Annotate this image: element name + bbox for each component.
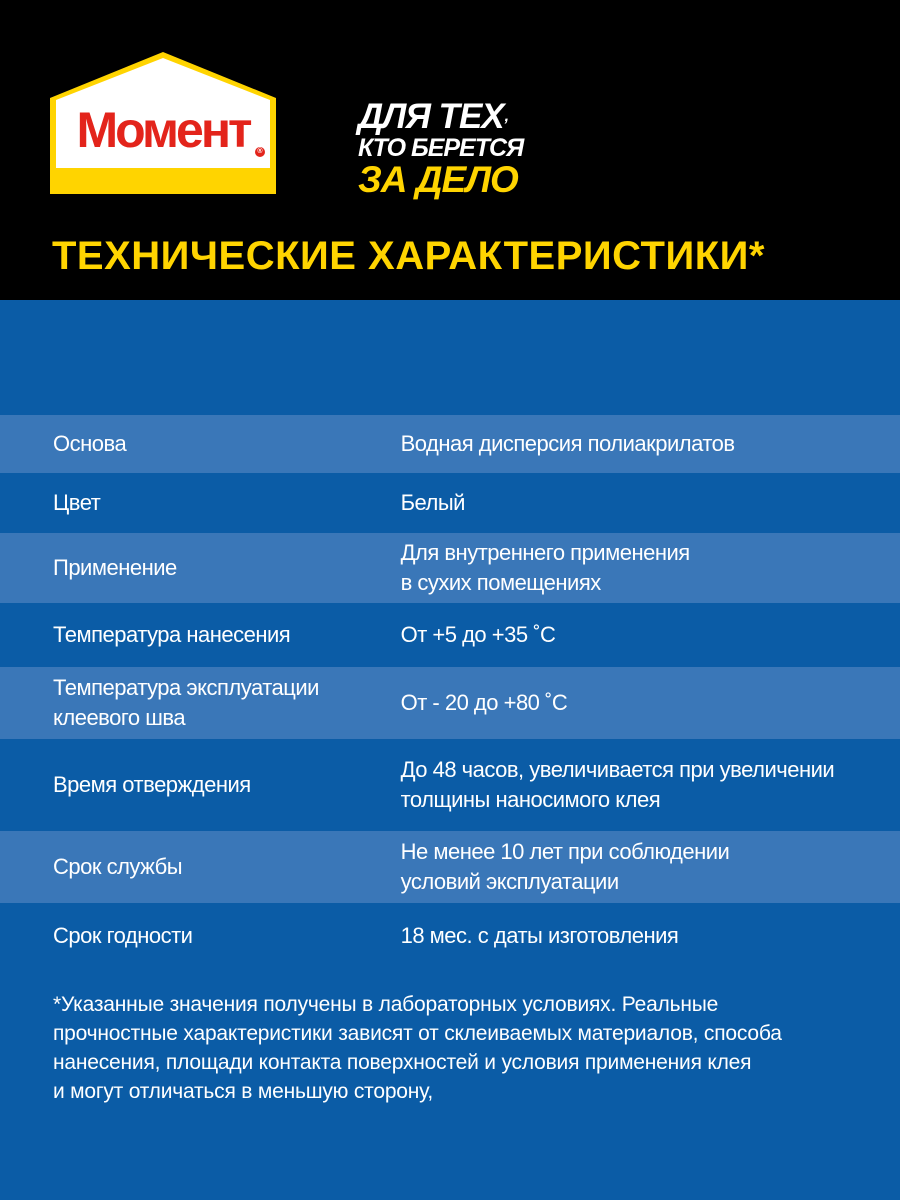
spec-row-shelf-life (0, 903, 900, 969)
footnote-line: прочностные характеристики зависят от склеиваемых материалов, способа (53, 1022, 782, 1045)
page-title: ТЕХНИЧЕСКИЕ ХАРАКТЕРИСТИКИ* (52, 234, 765, 278)
slogan (358, 97, 558, 200)
spec-value: От - 20 до +80 ˚С (400, 690, 568, 715)
slogan-line-3: ЗА ДЕЛО (358, 159, 518, 200)
slogan-line-2: КТО БЕРЕТСЯ (358, 134, 524, 162)
spec-label: Применение (53, 555, 177, 580)
spec-row-base (0, 415, 900, 473)
spec-label: Цвет (53, 490, 101, 515)
spec-value: 18 мес. с даты изготовления (400, 923, 679, 948)
moment-logo (50, 52, 276, 194)
spec-row-service-life (0, 831, 900, 903)
footnote-line: *Указанные значения получены в лабораторных условиях. Реальные (53, 993, 719, 1016)
spec-label: Время отверждения (53, 772, 251, 797)
spec-row-application-temp (0, 603, 900, 667)
spec-value: Водная дисперсия полиакрилатов (400, 431, 735, 456)
footnote-line: и могут отличаться в меньшую сторону, (53, 1080, 434, 1103)
spec-row-application (0, 533, 900, 603)
footnote-line: нанесения, площади контакта поверхностей и условия применения клея (53, 1051, 752, 1074)
slogan-line-1: ДЛЯ ТЕХ, (358, 97, 509, 136)
spec-row-curing-time (0, 739, 900, 831)
spec-value: До 48 часов, увеличивается при увеличении толщины наносимого клея (400, 757, 835, 812)
spec-value: От +5 до +35 ˚С (400, 622, 556, 647)
spec-label: Температура эксплуатации клеевого шва (53, 675, 319, 730)
specs-table (0, 415, 900, 969)
logo-wordmark: Момент (76, 102, 250, 158)
spec-label: Температура нанесения (53, 622, 291, 647)
spec-label: Основа (53, 431, 127, 456)
registered-mark: ® (255, 147, 265, 157)
spec-row-color (0, 473, 900, 533)
spec-value: Для внутреннего применения в сухих помещениях (400, 540, 690, 595)
slogan-comma: , (504, 108, 509, 125)
spec-label: Срок службы (53, 854, 183, 879)
header-band (0, 0, 900, 300)
spec-row-operating-temp (0, 667, 900, 739)
footnote (53, 990, 853, 1106)
spec-value: Не менее 10 лет при соблюдении условий эксплуатации (400, 839, 730, 894)
spec-value: Белый (400, 490, 465, 515)
spec-label: Срок годности (53, 923, 193, 948)
